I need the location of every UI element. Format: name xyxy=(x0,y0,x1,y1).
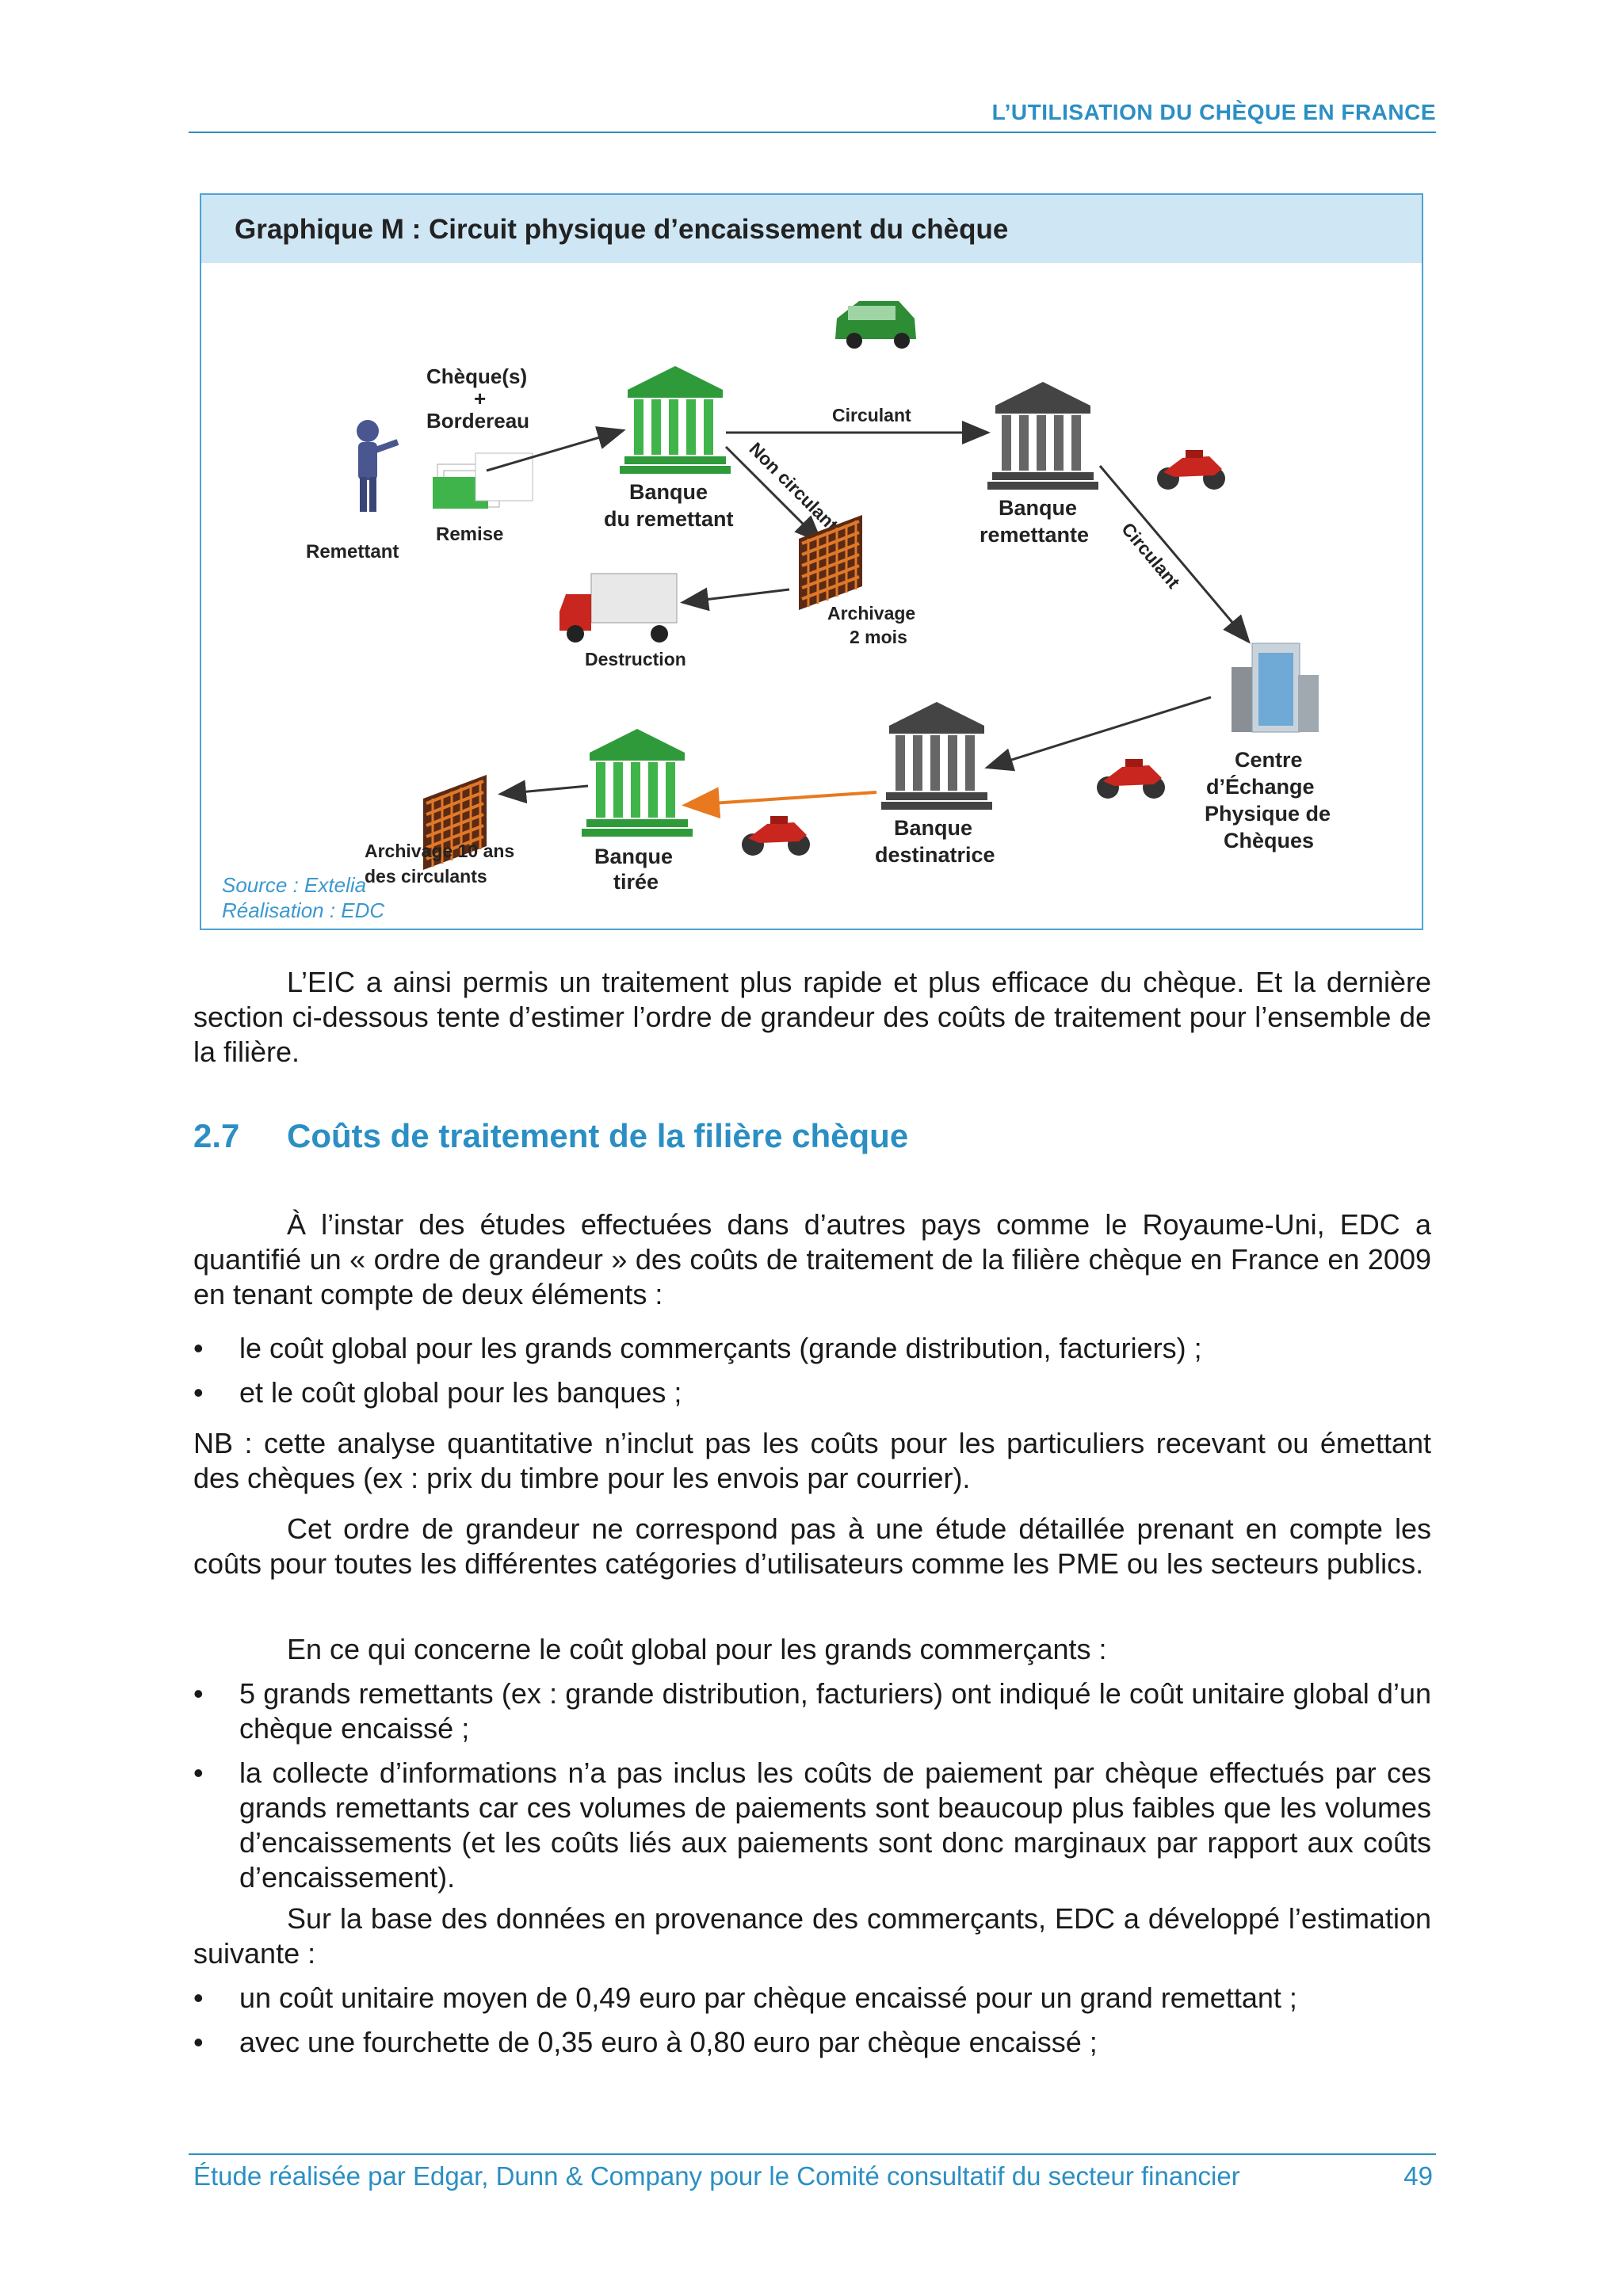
label-destruction: Destruction xyxy=(585,649,686,669)
paragraph-context: À l’instar des études effectuées dans d’autres pays comme le Royaume-Uni, EDC a quantifié un « ordre de grandeur » des coûts de traitement de la filière chèque en France en 2009 en tenant compte de deux éléments : xyxy=(193,1208,1431,1310)
label-banque-du-remettant: Banque xyxy=(629,480,708,504)
label-banque-destinatrice: Banque xyxy=(894,816,973,840)
running-header: L’UTILISATION DU CHÈQUE EN FRANCE xyxy=(991,100,1436,124)
paragraph-nb: NB : cette analyse quantitative n’inclut pas les coûts pour les particuliers recevant ou émettant des chèques (ex : prix du timbre pour les envois par courrier). xyxy=(193,1427,1431,1494)
label-non-circulant: Non circulant xyxy=(745,438,842,536)
bullet-symbol: • xyxy=(193,1376,204,1409)
building-icon xyxy=(1232,643,1319,732)
label-archivage: Archivage xyxy=(827,603,916,624)
arrow-orange-tiree xyxy=(688,792,876,805)
remettant-person-icon xyxy=(357,420,398,512)
bank-icon xyxy=(582,729,693,837)
figure-title-bar xyxy=(201,195,1422,263)
paragraph-ordre-grandeur: Cet ordre de grandeur ne correspond pas à une étude détaillée prenant en compte les coûts pour toutes les différentes catégories d’utilisateurs comme les PME ou les secteurs publics. xyxy=(193,1512,1431,1580)
motorcycle-icon xyxy=(1097,759,1165,799)
bank-icon xyxy=(987,382,1098,490)
label-circulant-diag: Circulant xyxy=(1117,518,1185,593)
label-cheques-plus: + xyxy=(474,387,487,410)
bullet-symbol: • xyxy=(193,1756,204,1789)
list-item-text: 5 grands remettants (ex : grande distribution, facturiers) ont indiqué le coût unitaire global d’un chèque encaissé ; xyxy=(239,1677,1431,1745)
label-archivage10-2: des circulants xyxy=(365,866,487,887)
arrow-centre-destinatrice xyxy=(989,697,1211,767)
label-archivage-2: 2 mois xyxy=(850,627,907,647)
label-centre-3: Physique de xyxy=(1205,802,1331,826)
truck-icon xyxy=(559,574,677,643)
label-centre-4: Chèques xyxy=(1224,829,1315,852)
bank-icon xyxy=(620,366,731,474)
arrow-circulant-diag xyxy=(1100,466,1247,640)
label-archivage10: Archivage 10 ans xyxy=(365,841,515,861)
bullet-symbol: • xyxy=(193,2026,204,2058)
label-remise: Remise xyxy=(436,524,504,545)
figure-realisation: Réalisation : EDC xyxy=(222,898,385,922)
label-banque-remettante-2: remettante xyxy=(980,523,1090,547)
paragraph-commercants: En ce qui concerne le coût global pour les grands commerçants : xyxy=(287,1633,1107,1665)
page-number: 49 xyxy=(1403,2161,1433,2191)
footer-text: Étude réalisée par Edgar, Dunn & Company pour le Comité consultatif du secteur financier xyxy=(193,2161,1240,2191)
label-banque-du-remettant-2: du remettant xyxy=(604,507,734,531)
car-icon xyxy=(835,301,916,349)
footer-rule xyxy=(189,2153,1436,2155)
arrow-destruction xyxy=(685,589,789,602)
label-banque-tiree: Banque xyxy=(594,845,674,868)
bank-icon xyxy=(881,702,992,810)
arrow-archive10 xyxy=(502,786,588,794)
label-circulant-top: Circulant xyxy=(832,405,911,425)
label-centre-2: d’Échange xyxy=(1206,775,1315,799)
label-banque-tiree-2: tirée xyxy=(613,870,659,894)
list-item-text: le coût global pour les grands commerçants (grande distribution, facturiers) ; xyxy=(239,1332,1202,1364)
arrow-remise xyxy=(487,431,621,471)
list-item-text: un coût unitaire moyen de 0,49 euro par chèque encaissé pour un grand remettant ; xyxy=(239,1981,1297,2014)
list-item-text: la collecte d’informations n’a pas inclus les coûts de paiement par chèque effectués par ces grands remettants car ces volumes de paiements sont beaucoup plus faibles que les volumes d’encaissements (et les coûts liés aux paiements sont donc marginaux par rapport aux coûts d’encaissement). xyxy=(239,1756,1431,1894)
section-title: Coûts de traitement de la filière chèque xyxy=(287,1117,909,1154)
list-item-text: avec une fourchette de 0,35 euro à 0,80 euro par chèque encaissé ; xyxy=(239,2026,1098,2058)
figure-title: Graphique M : Circuit physique d’encaissement du chèque xyxy=(235,214,1009,245)
bullet-symbol: • xyxy=(193,1332,204,1364)
label-cheques: Chèque(s) xyxy=(426,364,528,388)
motorcycle-icon xyxy=(1157,450,1225,490)
figure-source: Source : Extelia xyxy=(222,873,367,897)
label-banque-remettante: Banque xyxy=(999,496,1078,520)
label-banque-destinatrice-2: destinatrice xyxy=(875,843,995,867)
label-bordereau: Bordereau xyxy=(426,409,530,433)
label-centre: Centre xyxy=(1235,748,1303,772)
motorcycle-icon xyxy=(742,816,810,856)
header-rule xyxy=(189,132,1436,133)
bullet-symbol: • xyxy=(193,1981,204,2014)
list-item-text: et le coût global pour les banques ; xyxy=(239,1376,682,1409)
paragraph-intro: L’EIC a ainsi permis un traitement plus rapide et plus efficace du chèque. Et la dernière section ci-dessous tente d’estimer l’ordre de grandeur des coûts de traitement pour l’ensemble de la filière. xyxy=(193,966,1431,1068)
figure-graphique-m xyxy=(200,193,1423,930)
paragraph-estimation: Sur la base des données en provenance des commerçants, EDC a développé l’estimation suivante : xyxy=(193,1902,1431,1970)
bullet-symbol: • xyxy=(193,1677,204,1710)
section-number: 2.7 xyxy=(193,1117,240,1154)
label-remettant: Remettant xyxy=(306,541,399,563)
